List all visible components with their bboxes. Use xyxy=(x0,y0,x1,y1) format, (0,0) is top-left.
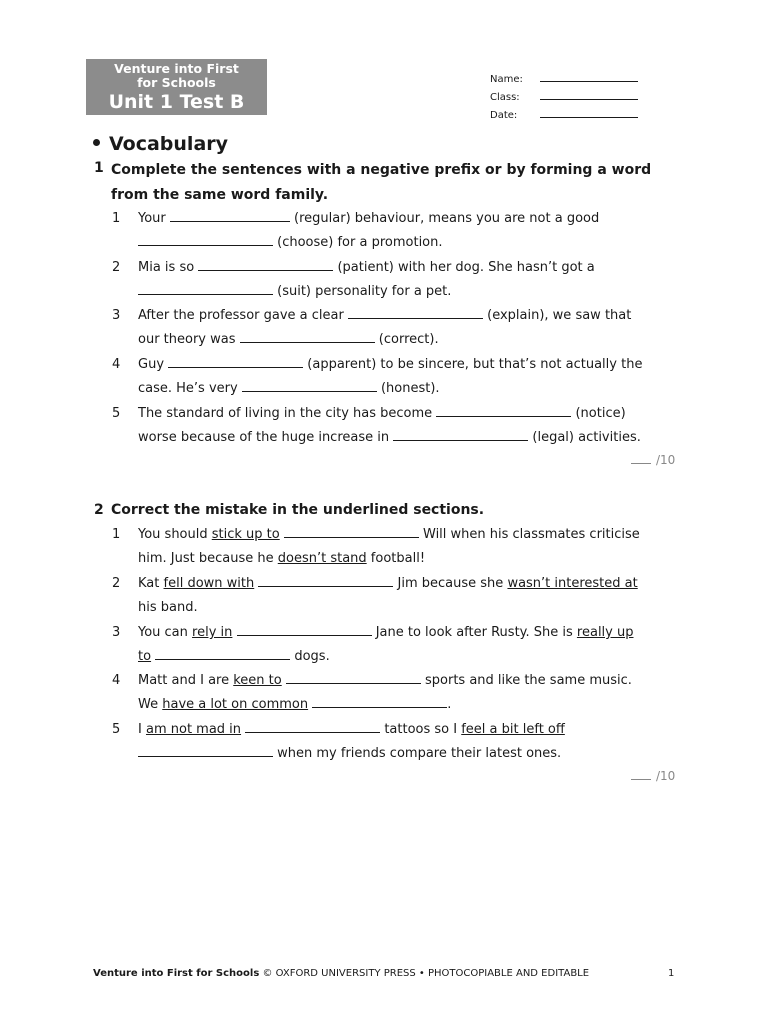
q2-item5-text-c: when my friends compare their latest ones. xyxy=(277,746,562,762)
q2-item4-text-b: sports and like the same music. xyxy=(425,673,632,688)
q2-score-total: /10 xyxy=(656,769,676,783)
q2-item4-text-c: We xyxy=(138,697,159,713)
q2-item4-number: 4 xyxy=(112,673,121,688)
q1-item1-text-a: Your xyxy=(138,211,166,226)
answer-blank[interactable] xyxy=(240,329,375,343)
section-heading xyxy=(93,133,228,155)
name-field-row xyxy=(490,70,638,88)
q1-item3-text-c: our theory was xyxy=(138,332,236,348)
name-field[interactable] xyxy=(540,70,638,82)
q1-item3-text-b: (explain), we saw that xyxy=(487,308,632,323)
score-blank[interactable] xyxy=(631,453,651,464)
q1-score xyxy=(631,453,675,467)
underlined-phrase: have a lot on common xyxy=(162,697,309,713)
answer-blank[interactable] xyxy=(138,281,273,295)
q1-item2-text-b: (patient) with her dog. She hasn’t got a xyxy=(337,260,595,275)
q2-instructions xyxy=(111,498,691,523)
q1-instructions xyxy=(111,158,691,207)
q1-item4-text-a: Guy xyxy=(138,357,165,372)
q2-item3-text-c: dogs. xyxy=(294,649,330,665)
underlined-phrase: fell down with xyxy=(163,576,255,591)
q2-item4 xyxy=(138,669,632,718)
q2-item1-text-a: You should xyxy=(138,527,208,542)
book-title-line1: Venture into First xyxy=(114,61,239,76)
section-title: Vocabulary xyxy=(109,133,229,155)
underlined-phrase: stick up to xyxy=(211,527,280,542)
q2-item3 xyxy=(138,621,634,670)
q2-item2-number: 2 xyxy=(112,576,121,591)
date-field-row xyxy=(490,106,638,124)
q2-item1-text-c: him. Just because he xyxy=(138,551,274,567)
class-field-row xyxy=(490,88,638,106)
date-field[interactable] xyxy=(540,106,638,118)
answer-blank[interactable] xyxy=(170,208,290,222)
underlined-phrase: keen to xyxy=(233,673,282,688)
q1-item4-number: 4 xyxy=(112,357,121,372)
answer-blank[interactable] xyxy=(348,305,483,319)
q1-item4-text-d: (honest). xyxy=(380,381,440,397)
q1-item4-text-c: case. He’s very xyxy=(138,381,238,397)
q2-item1-text-b: Will when his classmates criticise xyxy=(423,527,640,542)
answer-blank[interactable] xyxy=(258,573,393,587)
q2-item3-text-a: You can xyxy=(138,625,188,640)
student-fields xyxy=(490,70,638,124)
q2-item2-text-c: his band. xyxy=(138,600,198,616)
answer-blank[interactable] xyxy=(242,378,377,392)
q1-item1-number: 1 xyxy=(112,211,121,226)
underlined-phrase: really up xyxy=(576,625,634,640)
test-title: Unit 1 Test B xyxy=(108,91,245,113)
q1-item4 xyxy=(138,353,642,402)
q1-item5-number: 5 xyxy=(112,406,121,421)
answer-blank[interactable] xyxy=(138,232,273,246)
q1-item2 xyxy=(138,256,595,305)
answer-blank[interactable] xyxy=(312,694,447,708)
answer-blank[interactable] xyxy=(168,354,303,368)
score-blank[interactable] xyxy=(631,769,651,780)
q2-item2-text-b: Jim because she xyxy=(397,576,504,591)
class-field[interactable] xyxy=(540,88,638,100)
underlined-phrase: doesn’t stand xyxy=(277,551,367,567)
date-label: Date: xyxy=(490,110,518,121)
answer-blank[interactable] xyxy=(284,524,419,538)
answer-blank[interactable] xyxy=(286,670,421,684)
underlined-phrase: wasn’t interested at xyxy=(507,576,638,591)
page-footer xyxy=(93,968,589,979)
answer-blank[interactable] xyxy=(155,646,290,660)
name-label: Name: xyxy=(490,74,523,85)
footer-copyright: © OXFORD UNIVERSITY PRESS • PHOTOCOPIABLE AND EDITABLE xyxy=(262,968,590,979)
q2-item5-text-a: I xyxy=(138,722,142,737)
q2-item5-number: 5 xyxy=(112,722,121,737)
q1-item5 xyxy=(138,402,641,451)
q2-number: 2 xyxy=(94,502,104,518)
q2-item2-text-a: Kat xyxy=(138,576,160,591)
underlined-phrase: feel a bit left off xyxy=(461,722,565,737)
q1-item3-text-d: (correct). xyxy=(378,332,439,348)
class-label: Class: xyxy=(490,92,520,103)
q1-item5-text-d: (legal) activities. xyxy=(532,430,641,446)
title-box xyxy=(86,59,267,115)
q1-item5-text-b: (notice) xyxy=(575,406,626,421)
underlined-phrase: rely in xyxy=(192,625,233,640)
q2-item2 xyxy=(138,572,638,621)
q1-instruction-line2: from the same word family. xyxy=(111,186,329,203)
q1-item1 xyxy=(138,207,599,256)
q1-item2-text-a: Mia is so xyxy=(138,260,195,275)
q2-item1 xyxy=(138,523,640,572)
q1-number: 1 xyxy=(94,160,104,176)
answer-blank[interactable] xyxy=(436,403,571,417)
q1-item3-number: 3 xyxy=(112,308,121,323)
page-number: 1 xyxy=(668,968,675,979)
book-title-line2: for Schools xyxy=(137,75,216,90)
bullet-icon xyxy=(93,139,100,146)
q2-item4-text-d: . xyxy=(447,697,452,713)
q1-item1-text-b: (regular) behaviour, means you are not a good xyxy=(294,211,600,226)
q1-item3 xyxy=(138,304,631,353)
q2-item1-text-d: football! xyxy=(370,551,426,567)
q2-item3-text-b: Jane to look after Rusty. She is xyxy=(375,625,573,640)
answer-blank[interactable] xyxy=(245,719,380,733)
q2-item5 xyxy=(138,718,565,767)
q1-item5-text-c: worse because of the huge increase in xyxy=(138,430,390,446)
q1-item2-number: 2 xyxy=(112,260,121,275)
q1-instruction-line1: Complete the sentences with a negative prefix or by forming a word xyxy=(111,162,652,178)
q2-item5-text-b: tattoos so I xyxy=(384,722,458,737)
q2-item3-number: 3 xyxy=(112,625,121,640)
underlined-phrase: am not mad in xyxy=(145,722,242,737)
q2-item1-number: 1 xyxy=(112,527,121,542)
q1-score-total: /10 xyxy=(656,453,676,467)
answer-blank[interactable] xyxy=(138,743,273,757)
q1-item4-text-b: (apparent) to be sincere, but that’s not actually the xyxy=(307,357,643,372)
q1-item3-text-a: After the professor gave a clear xyxy=(138,308,344,323)
underlined-phrase: to xyxy=(138,649,152,665)
q1-item1-text-c: (choose) for a promotion. xyxy=(277,235,443,251)
q1-item2-text-c: (suit) personality for a pet. xyxy=(277,284,452,300)
answer-blank[interactable] xyxy=(237,622,372,636)
answer-blank[interactable] xyxy=(393,427,528,441)
q1-item5-text-a: The standard of living in the city has become xyxy=(138,406,433,421)
q2-item4-text-a: Matt and I are xyxy=(138,673,230,688)
q2-instruction: Correct the mistake in the underlined sections. xyxy=(111,502,485,518)
q2-score xyxy=(631,769,675,783)
answer-blank[interactable] xyxy=(198,257,333,271)
footer-title: Venture into First for Schools xyxy=(93,968,260,979)
